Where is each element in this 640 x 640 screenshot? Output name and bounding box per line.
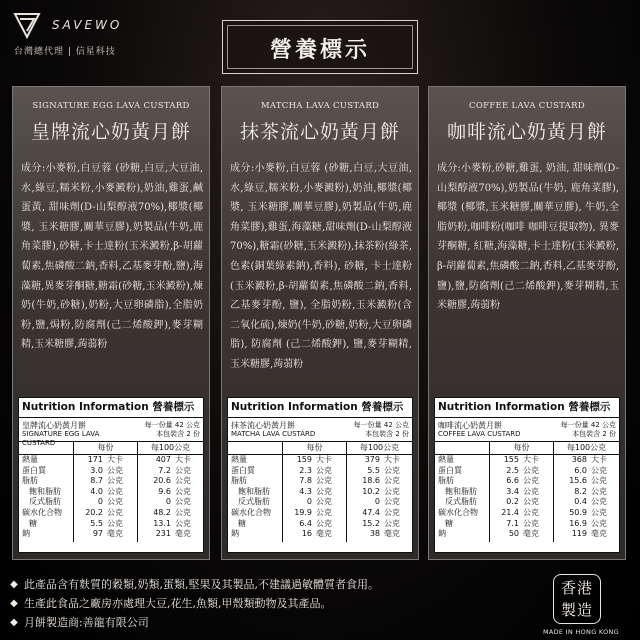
value-per-100g: 16.9 <box>569 518 587 528</box>
nutrient-label: 反式脂肪 <box>238 497 270 507</box>
value-per-100g: 0 <box>374 497 380 507</box>
value-per-serving: 5.5 <box>90 518 103 528</box>
unit-per-100g: 大卡 <box>175 455 191 464</box>
made-in-hong-kong-text: MADE IN HONG KONG <box>542 628 620 636</box>
nutrient-label: 碳水化合物 <box>438 507 478 517</box>
unit-per-serving: 公克 <box>107 497 123 507</box>
unit-per-serving: 公克 <box>107 476 123 486</box>
unit-per-100g: 公克 <box>175 518 191 528</box>
nutrition-rows <box>228 455 412 540</box>
unit-per-serving: 公克 <box>316 476 332 486</box>
value-per-100g: 8.2 <box>574 486 587 496</box>
value-per-serving: 7.8 <box>299 476 312 486</box>
unit-per-100g: 毫克 <box>591 529 607 539</box>
unit-per-100g: 公克 <box>591 507 607 517</box>
nutrition-row <box>435 466 619 477</box>
brand <box>12 10 212 60</box>
nutrition-row <box>228 476 412 487</box>
unit-per-100g: 公克 <box>384 507 400 517</box>
servings-per-pack: 本包裝含 2 份 <box>365 430 409 438</box>
value-per-100g: 47.4 <box>362 507 380 517</box>
nutrition-product-zh: 抹茶流心奶黃月餅 <box>231 421 295 430</box>
value-per-100g: 20.6 <box>153 476 171 486</box>
value-per-serving: 7.1 <box>506 518 519 528</box>
product-name-en: SIGNATURE EGG LAVA CUSTARD <box>32 101 190 111</box>
unit-per-100g: 公克 <box>591 518 607 528</box>
value-per-100g: 6.0 <box>574 465 587 475</box>
nutrient-label: 脂肪 <box>22 476 38 486</box>
value-per-serving: 16 <box>301 529 312 539</box>
servings-per-pack: 本包裝含 2 份 <box>572 430 616 438</box>
page-title: 營養標示 <box>269 37 370 63</box>
serving-size: 每一份量 42 公克 <box>144 421 200 429</box>
nutrition-row <box>19 466 203 477</box>
product-card-matcha <box>221 86 419 560</box>
nutrition-row <box>228 455 412 466</box>
value-per-100g: 13.1 <box>153 518 171 528</box>
value-per-100g: 50.9 <box>569 507 587 517</box>
nutrient-label: 脂肪 <box>231 476 247 486</box>
unit-per-serving: 公克 <box>523 497 539 507</box>
value-per-100g: 48.2 <box>153 507 171 517</box>
nutrition-product-en: COFFEE LAVA CUSTARD <box>438 430 521 438</box>
value-per-100g: 15.6 <box>569 476 587 486</box>
serving-size: 每一份量 42 公克 <box>353 421 409 429</box>
note-facility <box>8 594 528 613</box>
col-per-serving: 每份 <box>282 442 346 455</box>
nutrient-label: 糖 <box>445 518 453 528</box>
unit-per-serving: 公克 <box>523 518 539 528</box>
nutrition-row <box>19 508 203 519</box>
unit-per-100g: 大卡 <box>591 455 607 464</box>
value-per-100g: 407 <box>155 455 171 464</box>
nutrition-row <box>228 508 412 519</box>
col-per-serving: 每份 <box>489 442 553 455</box>
col-per-100g: 每100公克 <box>137 442 203 455</box>
unit-per-100g: 公克 <box>384 518 400 528</box>
nutrition-label <box>227 397 413 553</box>
brand-name: SAVEWO <box>52 18 123 32</box>
nutrition-row <box>228 497 412 508</box>
unit-per-serving: 大卡 <box>316 455 332 464</box>
ingredients-text: 成分:小麥粉,白豆蓉 (砂糖,白豆,大豆油,水,綠豆,糯米粉,小麥澱粉),奶油,椰漿(椰漿, 玉米糖膠,關華豆膠),奶製品(牛奶,鹿角菜膠),雞蛋,海藻糖,甜味劑(D-山梨醇液70%),糖霜(砂糖,玉米澱粉),抹茶粉(綠茶,色素(銅葉綠素鈉),香料), 砂糖, 卡士達粉(玉米澱粉,β-胡蘿蔔素,焦磷酸二鈉,香料,乙基麥芽酚, 鹽), 全脂奶粉,玉米澱粉(含二氧化硫),煉奶(牛奶,砂糖,奶粉,大豆卵磷脂), 防腐劑 (己二烯酸鉀), 鹽,麥芽糊精,玉米糖膠,蒟蒻粉 <box>230 163 412 370</box>
nutrition-row <box>435 487 619 498</box>
nutrition-product-zh: 皇牌流心奶黃月餅 <box>22 421 86 430</box>
unit-per-100g: 大卡 <box>384 455 400 464</box>
value-per-serving: 3.4 <box>506 486 519 496</box>
unit-per-100g: 公克 <box>384 476 400 486</box>
nutrition-row <box>19 529 203 540</box>
nutrition-row <box>19 497 203 508</box>
value-per-serving: 155 <box>503 455 519 464</box>
value-per-serving: 0 <box>306 497 312 507</box>
value-per-serving: 159 <box>296 455 312 464</box>
nutrition-row <box>228 519 412 530</box>
nutrient-label: 熱量 <box>438 455 454 464</box>
value-per-serving: 97 <box>92 529 103 539</box>
nutrient-label: 蛋白質 <box>438 465 462 475</box>
nutrient-label: 蛋白質 <box>231 465 255 475</box>
note-allergen <box>8 575 528 594</box>
nutrition-rows <box>19 455 203 540</box>
unit-per-100g: 公克 <box>175 497 191 507</box>
nutrition-row <box>435 529 619 540</box>
value-per-serving: 21.4 <box>501 507 519 517</box>
nutrient-label: 飽和脂肪 <box>238 486 270 496</box>
nutrient-label: 碳水化合物 <box>22 507 62 517</box>
unit-per-100g: 公克 <box>384 465 400 475</box>
unit-per-100g: 毫克 <box>175 529 191 539</box>
ingredients-text: 成分:小麥粉,砂糖,雞蛋, 奶油, 甜味劑(D-山梨醇液70%),奶製品(牛奶, 鹿角菜膠),椰漿 (椰漿,玉米糖膠,關華豆膠), 牛奶,全脂奶粉,咖啡粉(咖啡 咖啡豆提取物), 異麥芽酮糖, 紅糖,海藻糖,卡士達粉(玉米澱粉,β-胡蘿蔔素,焦磷酸二鈉,香料,乙基麥芽酚,鹽),鹽,防腐劑(己二烯酸鉀),麥芽糊精,玉米糖膠,蒟蒻粉 <box>437 163 619 312</box>
unit-per-serving: 公克 <box>316 518 332 528</box>
savewo-logo-icon <box>12 10 42 40</box>
nutrition-row <box>435 519 619 530</box>
nutrition-row <box>19 476 203 487</box>
nutrition-header: Nutrition Information 營養標示 <box>435 398 619 418</box>
nutrition-row <box>435 497 619 508</box>
note-text: 月餅製造商:善龍有限公司 <box>24 616 149 629</box>
nutrition-label <box>18 397 204 553</box>
nutrition-product-zh: 咖啡流心奶黃月餅 <box>438 421 502 430</box>
nutrition-subheader <box>228 418 412 442</box>
nutrition-row <box>228 466 412 477</box>
value-per-100g: 18.6 <box>362 476 380 486</box>
product-card-coffee <box>428 86 626 560</box>
nutrition-product-en: MATCHA LAVA CUSTARD <box>231 430 316 438</box>
unit-per-serving: 公克 <box>316 507 332 517</box>
product-name-zh: 皇牌流心奶黃月餅 <box>30 121 191 143</box>
value-per-100g: 231 <box>155 529 171 539</box>
unit-per-100g: 公克 <box>384 486 400 496</box>
value-per-serving: 8.7 <box>90 476 103 486</box>
nutrition-column-headers <box>228 442 412 455</box>
value-per-100g: 10.2 <box>362 486 380 496</box>
value-per-100g: 119 <box>571 529 587 539</box>
nutrient-label: 熱量 <box>231 455 247 464</box>
unit-per-serving: 公克 <box>523 465 539 475</box>
nutrition-subheader <box>435 418 619 442</box>
unit-per-serving: 大卡 <box>107 455 123 464</box>
value-per-serving: 0 <box>97 497 103 507</box>
serving-size: 每一份量 42 公克 <box>560 421 616 429</box>
diamond-icon: ◆ <box>10 617 18 628</box>
unit-per-serving: 公克 <box>316 465 332 475</box>
value-per-serving: 3.0 <box>90 465 103 475</box>
diamond-icon: ◆ <box>10 579 18 590</box>
value-per-serving: 19.9 <box>294 507 312 517</box>
unit-per-serving: 毫克 <box>107 529 123 539</box>
unit-per-serving: 毫克 <box>316 529 332 539</box>
nutrition-row <box>19 455 203 466</box>
value-per-100g: 379 <box>364 455 380 464</box>
unit-per-serving: 毫克 <box>523 529 539 539</box>
value-per-serving: 2.5 <box>506 465 519 475</box>
unit-per-100g: 公克 <box>591 486 607 496</box>
product-card-signature <box>12 86 210 560</box>
col-per-serving: 每份 <box>73 442 137 455</box>
unit-per-100g: 公克 <box>591 476 607 486</box>
nutrition-column-headers <box>435 442 619 455</box>
unit-per-100g: 公克 <box>175 486 191 496</box>
nutrient-label: 鈉 <box>438 529 446 539</box>
nutrition-row <box>228 487 412 498</box>
col-per-100g: 每100公克 <box>346 442 412 455</box>
nutrition-rows <box>435 455 619 540</box>
note-text: 生產此食品之廠房亦處理大豆,花生,魚類,甲殼類動物及其產品。 <box>24 597 332 610</box>
unit-per-serving: 公克 <box>316 497 332 507</box>
unit-per-100g: 毫克 <box>384 529 400 539</box>
value-per-100g: 9.6 <box>158 486 171 496</box>
nutrient-label: 飽和脂肪 <box>29 486 61 496</box>
unit-per-serving: 公克 <box>107 465 123 475</box>
value-per-serving: 50 <box>508 529 519 539</box>
unit-per-serving: 公克 <box>107 518 123 528</box>
unit-per-100g: 公克 <box>175 465 191 475</box>
nutrient-label: 糖 <box>29 518 37 528</box>
nutrition-row <box>435 508 619 519</box>
nutrient-label: 蛋白質 <box>22 465 46 475</box>
value-per-serving: 0.2 <box>506 497 519 507</box>
col-per-100g: 每100公克 <box>553 442 619 455</box>
nutrition-header: Nutrition Information 營養標示 <box>19 398 203 418</box>
nutrient-label: 反式脂肪 <box>29 497 61 507</box>
nutrition-subheader <box>19 418 203 447</box>
value-per-serving: 4.3 <box>299 486 312 496</box>
value-per-serving: 6.6 <box>506 476 519 486</box>
unit-per-100g: 公克 <box>384 497 400 507</box>
unit-per-serving: 公克 <box>107 486 123 496</box>
value-per-100g: 15.2 <box>362 518 380 528</box>
unit-per-serving: 公克 <box>107 507 123 517</box>
nutrition-row <box>19 487 203 498</box>
unit-per-serving: 公克 <box>523 476 539 486</box>
product-name-en: COFFEE LAVA CUSTARD <box>469 101 585 111</box>
footer-notes <box>8 575 528 632</box>
value-per-100g: 0.4 <box>574 497 587 507</box>
unit-per-100g: 公克 <box>591 465 607 475</box>
product-name-zh: 抹茶流心奶黃月餅 <box>239 121 400 143</box>
nutrient-label: 反式脂肪 <box>445 497 477 507</box>
nutrient-label: 熱量 <box>22 455 38 464</box>
page-title-box <box>222 20 418 74</box>
note-manufacturer <box>8 613 528 632</box>
nutrition-column-headers <box>19 442 203 455</box>
value-per-100g: 38 <box>369 529 380 539</box>
unit-per-serving: 公克 <box>523 486 539 496</box>
product-name-en: MATCHA LAVA CUSTARD <box>260 101 380 111</box>
unit-per-serving: 公克 <box>316 486 332 496</box>
unit-per-serving: 公克 <box>523 507 539 517</box>
note-text: 此產品含有麩質的穀類,奶類,蛋類,堅果及其製品,不建議過敏體質者食用。 <box>24 578 379 591</box>
nutrient-label: 脂肪 <box>438 476 454 486</box>
unit-per-100g: 公克 <box>175 507 191 517</box>
value-per-100g: 5.5 <box>367 465 380 475</box>
nutrition-row <box>19 519 203 530</box>
value-per-100g: 0 <box>165 497 171 507</box>
diamond-icon: ◆ <box>10 598 18 609</box>
unit-per-100g: 公克 <box>175 476 191 486</box>
value-per-100g: 7.2 <box>158 465 171 475</box>
brand-subtitle: 台灣總代理 | 信星科技 <box>14 47 116 57</box>
nutrition-header: Nutrition Information 營養標示 <box>228 398 412 418</box>
nutrient-label: 鈉 <box>231 529 239 539</box>
value-per-serving: 20.2 <box>85 507 103 517</box>
nutrient-label: 鈉 <box>22 529 30 539</box>
nutrition-row <box>435 476 619 487</box>
nutrition-product-en: SIGNATURE EGG LAVA CUSTARD <box>22 430 100 447</box>
unit-per-serving: 大卡 <box>523 455 539 464</box>
nutrition-label <box>434 397 620 553</box>
value-per-serving: 4.0 <box>90 486 103 496</box>
made-in-hong-kong-stamp: 香港製造 <box>553 574 601 624</box>
product-name-zh: 咖啡流心奶黃月餅 <box>446 121 607 143</box>
value-per-serving: 171 <box>87 455 103 464</box>
nutrient-label: 碳水化合物 <box>231 507 271 517</box>
value-per-serving: 6.4 <box>299 518 312 528</box>
unit-per-100g: 公克 <box>591 497 607 507</box>
nutrition-row <box>228 529 412 540</box>
nutrition-row <box>435 455 619 466</box>
servings-per-pack: 本包裝含 2 份 <box>156 430 200 438</box>
value-per-100g: 368 <box>571 455 587 464</box>
value-per-serving: 2.3 <box>299 465 312 475</box>
nutrient-label: 飽和脂肪 <box>445 486 477 496</box>
nutrient-label: 糖 <box>238 518 246 528</box>
ingredients-text: 成分:小麥粉,白豆蓉 (砂糖,白豆,大豆油,水,綠豆,糯米粉,小麥澱粉),奶油,雞蛋,鹹蛋黃, 甜味劑(D-山梨醇液70%),椰漿(椰漿, 玉米糖膠,關華豆膠),奶製品(牛奶,鹿角菜膠),砂糖,卡士達粉(玉米澱粉,β-胡蘿蔔素,焦磷酸二鈉,香料,乙基麥芽酚,鹽),海藻糖,異麥芽酮糖,糖霜(砂糖,玉米澱粉),煉奶(牛奶,砂糖),奶粉,大豆卵磷脂),全脂奶粉,鹽,焗粉,防腐劑(己二烯酸鉀),麥芽糊精,玉米糖膠,蒟蒻粉 <box>21 163 203 351</box>
